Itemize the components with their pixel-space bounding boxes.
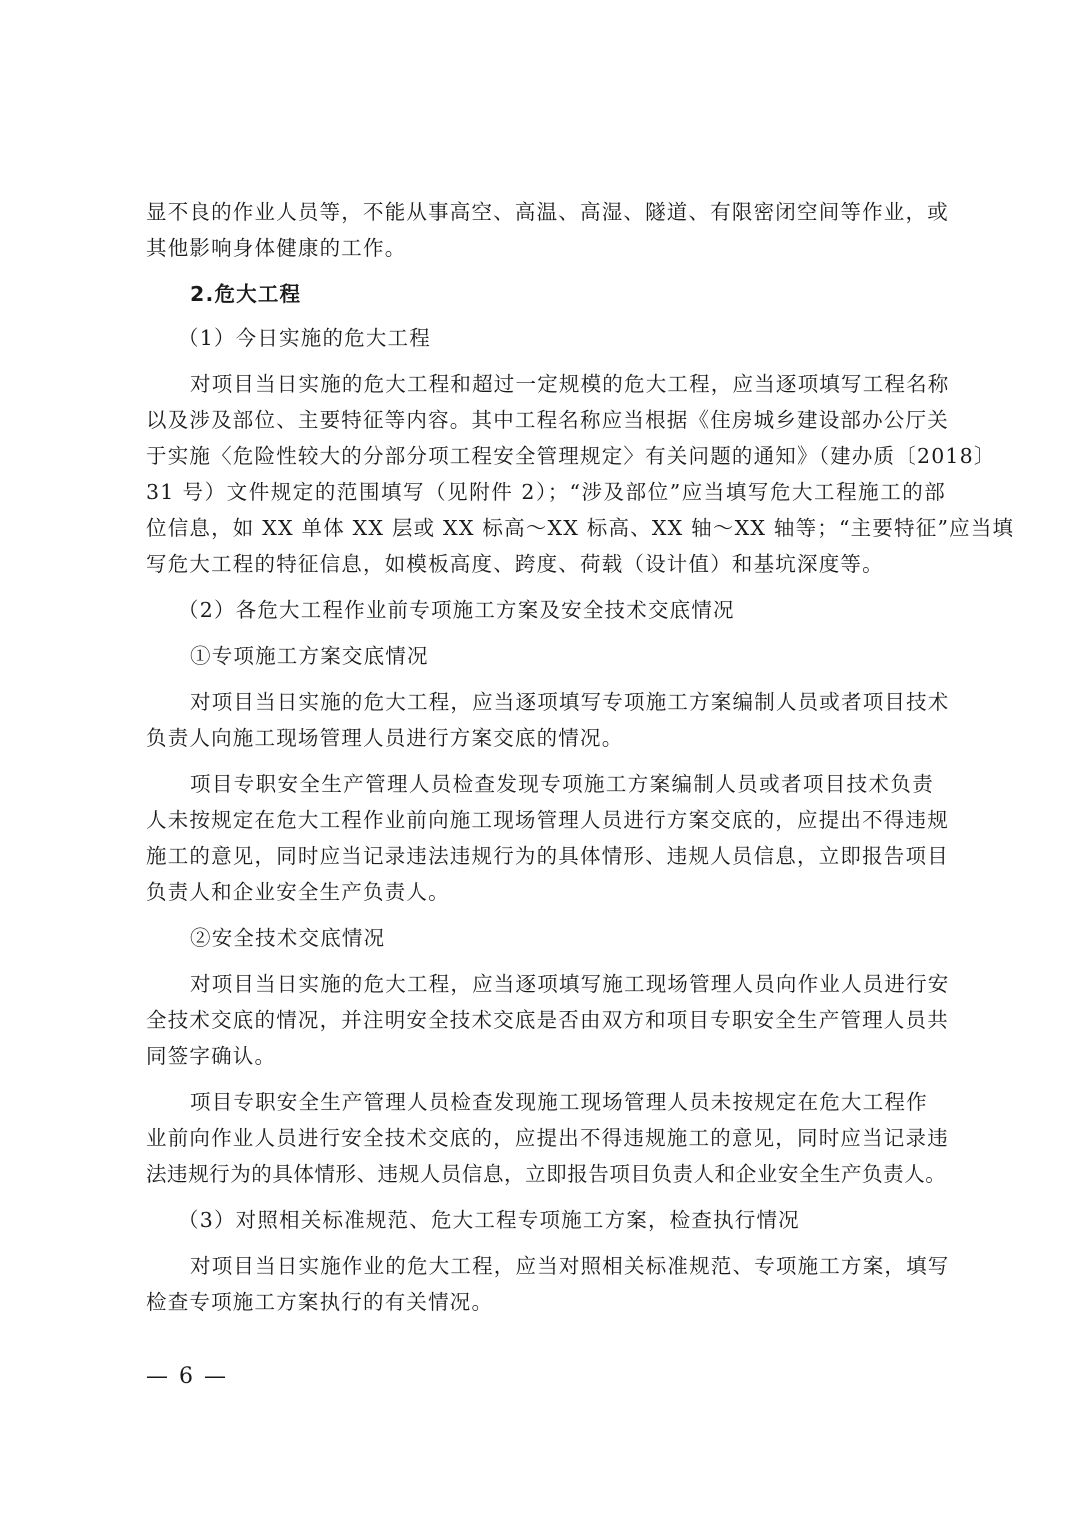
paragraph-line: 负责人向施工现场管理人员进行方案交底的情况。 (146, 726, 624, 750)
paragraph-line: 同签字确认。 (146, 1044, 277, 1068)
paragraph-line: 项目专职安全生产管理人员检查发现施工现场管理人员未按规定在危大工程作 (190, 1090, 928, 1114)
paragraph-line: 负责人和企业安全生产负责人。 (146, 880, 450, 904)
paragraph-line: 项目专职安全生产管理人员检查发现专项施工方案编制人员或者项目技术负责 (190, 772, 934, 796)
paragraph-line: 写危大工程的特征信息，如模板高度、跨度、荷载（设计值）和基坑深度等。 (146, 552, 884, 576)
paragraph-line: 对项目当日实施的危大工程，应当逐项填写专项施工方案编制人员或者项目技术 (190, 690, 950, 714)
paragraph-line: 31 号）文件规定的范围填写（见附件 2）；“涉及部位”应当填写危大工程施工的部 (146, 480, 946, 504)
section-heading: 2.危大工程 (190, 282, 302, 306)
paragraph-line: 对项目当日实施的危大工程和超过一定规模的危大工程，应当逐项填写工程名称 (190, 372, 950, 396)
paragraph-line: 人未按规定在危大工程作业前向施工现场管理人员进行方案交底的，应提出不得违规 (146, 808, 949, 832)
item-heading: ②安全技术交底情况 (190, 926, 386, 950)
paragraph-line: 施工的意见，同时应当记录违法违规行为的具体情形、违规人员信息，立即报告项目 (146, 844, 949, 868)
subsection-heading: （2）各危大工程作业前专项施工方案及安全技术交底情况 (178, 598, 735, 622)
item-heading: ①专项施工方案交底情况 (190, 644, 429, 668)
paragraph-line: 法违规行为的具体情形、违规人员信息，立即报告项目负责人和企业安全生产负责人。 (146, 1162, 946, 1186)
subsection-heading: （1）今日实施的危大工程 (178, 326, 431, 350)
page-number: — 6 — (146, 1364, 228, 1389)
paragraph-line: 全技术交底的情况，并注明安全技术交底是否由双方和项目专职安全生产管理人员共 (146, 1008, 949, 1032)
paragraph-line: 业前向作业人员进行安全技术交底的，应提出不得违规施工的意见，同时应当记录违 (146, 1126, 949, 1150)
paragraph-line: 对项目当日实施的危大工程，应当逐项填写施工现场管理人员向作业人员进行安 (190, 972, 950, 996)
paragraph-line: 对项目当日实施作业的危大工程，应当对照相关标准规范、专项施工方案，填写 (190, 1254, 950, 1278)
paragraph-line: 其他影响身体健康的工作。 (146, 236, 407, 260)
paragraph-line: 位信息，如 XX 单体 XX 层或 XX 标高～XX 标高、XX 轴～XX 轴等；“主要特征”应当填 (146, 516, 1015, 540)
paragraph-line: 检查专项施工方案执行的有关情况。 (146, 1290, 494, 1314)
paragraph-line: 于实施〈危险性较大的分部分项工程安全管理规定〉有关问题的通知》（建办质〔2018〕 (146, 444, 996, 468)
subsection-heading: （3）对照相关标准规范、危大工程专项施工方案，检查执行情况 (178, 1208, 800, 1232)
paragraph-line: 以及涉及部位、主要特征等内容。其中工程名称应当根据《住房城乡建设部办公厅关 (146, 408, 949, 432)
paragraph-line: 显不良的作业人员等，不能从事高空、高温、高湿、隧道、有限密闭空间等作业，或 (146, 200, 949, 224)
